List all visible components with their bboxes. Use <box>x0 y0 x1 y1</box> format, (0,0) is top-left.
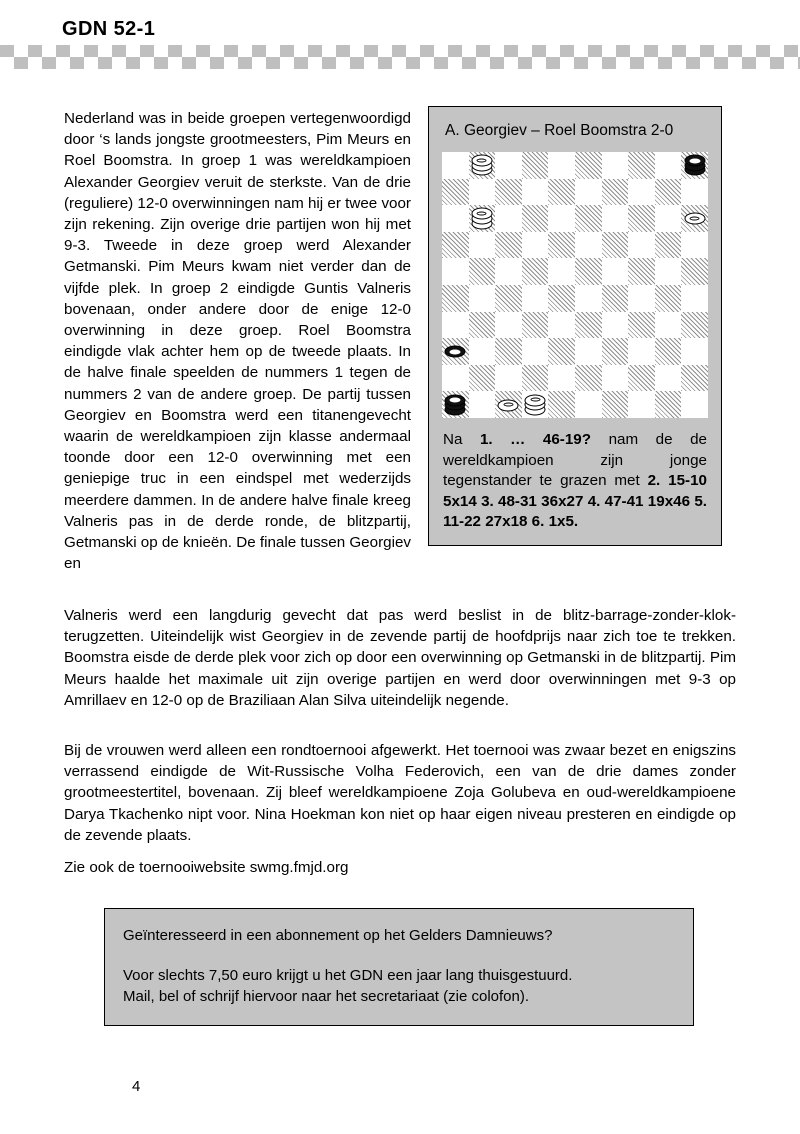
board-square <box>602 338 629 365</box>
board-square <box>548 179 575 206</box>
board-square <box>655 365 682 392</box>
board-square <box>548 285 575 312</box>
board-square <box>575 152 602 179</box>
board-square <box>522 152 549 179</box>
board-square <box>442 232 469 259</box>
board-square <box>602 391 629 418</box>
board-square <box>655 152 682 179</box>
promo-spacer <box>123 946 675 965</box>
board-square <box>628 312 655 339</box>
board-square <box>628 205 655 232</box>
board-square <box>548 258 575 285</box>
board-square <box>575 338 602 365</box>
board-square <box>681 391 708 418</box>
board-square <box>681 365 708 392</box>
piece-white-king <box>525 394 546 415</box>
article-paragraph-2: Valneris werd een langdurig gevecht dat pas werd beslist in de blitz-barrage-zonder-klok-terugzetten. Uiteindelijk wist Georgiev in de zevende partij de hoofdprijs naar zich toe te trekken. Boomstra eisde de derde plek voor zich op door een overwinning op Getmanski in de blitzpartij. Pim Meurs haalde het maximale uit zijn overige partijen en werd door overwinningen met 9-3 op Amrillaev en 12-0 op de Braziliaan Alan Silva uiteindelijk negende. <box>64 607 736 709</box>
board-square <box>628 338 655 365</box>
board-square <box>548 391 575 418</box>
board-square <box>522 312 549 339</box>
board-square <box>575 179 602 206</box>
board-square <box>575 391 602 418</box>
board-square <box>628 365 655 392</box>
board-square <box>681 179 708 206</box>
board-square <box>548 338 575 365</box>
article-paragraph-4: Zie ook de toernooiwebsite swmg.fmjd.org <box>64 859 349 876</box>
board-square <box>655 179 682 206</box>
board-square <box>602 365 629 392</box>
board-square <box>628 285 655 312</box>
board-square <box>548 312 575 339</box>
board-square <box>655 205 682 232</box>
article-paragraph-3: Bij de vrouwen werd alleen een rondtoernooi afgewerkt. Het toernooi was zwaar bezet en enigszins verrassend eindigde de Wit-Russische Volha Federovich, een van de drie dames zonder grootmeestertitel, bovenaan. Zij bleef wereldkampioene Zoja Golubeva en oud-wereldkampioene Darya Tkachenko nipt voor. Nina Hoekman kon niet op haar eigen niveau presteren en eindigde op de zevende plaats. <box>64 742 736 844</box>
board-square <box>442 205 469 232</box>
board-square <box>681 285 708 312</box>
board-square <box>548 152 575 179</box>
board-square <box>628 232 655 259</box>
board-square <box>495 152 522 179</box>
board-square <box>469 285 496 312</box>
board-square <box>469 391 496 418</box>
board-square <box>575 205 602 232</box>
board-square <box>495 365 522 392</box>
board-square <box>522 338 549 365</box>
board-square <box>469 365 496 392</box>
piece-white-king <box>471 155 492 176</box>
board-square <box>442 258 469 285</box>
piece-disc <box>684 213 705 225</box>
piece-disc <box>445 346 466 358</box>
board-square <box>442 391 469 418</box>
board-square <box>655 312 682 339</box>
board-square <box>681 205 708 232</box>
promo-line-3: Mail, bel of schrijf hiervoor naar het secretariaat (zie colofon). <box>123 988 530 1005</box>
board-square <box>442 179 469 206</box>
board-square <box>655 232 682 259</box>
board-square <box>681 232 708 259</box>
board-square <box>469 312 496 339</box>
piece-disc <box>471 155 492 167</box>
board-square <box>655 338 682 365</box>
piece-disc <box>471 208 492 220</box>
board-square <box>495 179 522 206</box>
board-square <box>495 205 522 232</box>
board-square <box>495 232 522 259</box>
board-square <box>442 312 469 339</box>
piece-black-king <box>445 394 466 415</box>
piece-disc <box>525 394 546 406</box>
promo-line-2: Voor slechts 7,50 euro krijgt u het GDN een jaar lang thuisgestuurd. <box>123 967 573 984</box>
board-square <box>495 391 522 418</box>
page-number: 4 <box>132 1078 141 1095</box>
game-diagram-panel <box>428 106 722 546</box>
board-square <box>655 258 682 285</box>
board-square <box>602 152 629 179</box>
caption-middle: nam de de wereldkampioen zijn jonge tegenstander te grazen met <box>443 431 707 489</box>
promo-line-1: Geïnteresseerd in een abonnement op het Gelders Damnieuws? <box>123 927 553 944</box>
board-square <box>602 285 629 312</box>
board-square <box>522 285 549 312</box>
piece-white-man <box>498 394 519 415</box>
board-square <box>602 232 629 259</box>
board-square <box>495 338 522 365</box>
board-square <box>602 205 629 232</box>
board-square <box>548 365 575 392</box>
board-square <box>495 312 522 339</box>
board-square <box>628 258 655 285</box>
page-title: GDN 52-1 <box>62 18 156 40</box>
board-square <box>655 391 682 418</box>
board-square <box>602 312 629 339</box>
board-square <box>442 338 469 365</box>
diagram-title: A. Georgiev – Roel Boomstra 2-0 <box>445 122 674 139</box>
board-square <box>469 179 496 206</box>
board-square <box>469 205 496 232</box>
board-square <box>628 152 655 179</box>
board-square <box>522 365 549 392</box>
board-square <box>469 232 496 259</box>
board-square <box>575 365 602 392</box>
caption-prefix: Na <box>443 431 480 448</box>
board-square <box>602 179 629 206</box>
board-square <box>522 232 549 259</box>
board-square <box>469 338 496 365</box>
article-left-column: Nederland was in beide groepen vertegenwoordigd door ‘s lands jongste grootmeesters, Pim Meurs en Roel Boomstra. In groep 1 was wereldkampioen Alexander Georgiev veruit de sterkste. Van de drie (reguliere) 12-0 overwinningen nam hij er twee voor zijn rekening. Zijn overige drie partijen won hij met 9-3. Tweede in deze groep werd Alexander Getmanski. Pim Meurs kwam niet verder dan de vijfde plek. In groep 2 eindigde Guntis Valneris bovenaan, onder andere door de enige 12-0 overwinning in deze groep. Roel Boomstra eindigde vlak achter hem op de tweede plaats. In de halve finale speelden de nummers 1 tegen de nummers 2 van de andere groep. De partij tussen Georgiev en Boomstra werd een titanengevecht waarin de wereldkampioen zijn klasse andermaal toonde door een 12-0 overwinning met een geniepige truc in een eindspel met wederzijds meerdere dammen. In de andere halve finale kreeg Valneris pas in de derde ronde, de blitzpartij, Getmanski op de knieën. De finale tussen Georgiev en <box>64 110 411 573</box>
board-square <box>522 258 549 285</box>
piece-white-man <box>684 208 705 229</box>
board-square <box>442 365 469 392</box>
board-square <box>628 179 655 206</box>
caption-move-1: 1. … 46-19? <box>479 431 592 448</box>
board-square <box>575 312 602 339</box>
board-square <box>681 152 708 179</box>
board-square <box>522 391 549 418</box>
board-square <box>442 152 469 179</box>
board-square <box>442 285 469 312</box>
board-square <box>681 258 708 285</box>
board-square <box>681 312 708 339</box>
piece-disc <box>684 155 705 167</box>
caption-moves: 2. 15-10 5x14 3. 48-31 36x27 4. 47-41 19x46 5. 11-22 27x18 6. 1x5. <box>443 472 707 530</box>
draughts-board <box>442 152 708 418</box>
diagram-caption <box>441 430 709 533</box>
board-square <box>575 232 602 259</box>
board-square <box>602 258 629 285</box>
subscription-promo-box <box>104 908 694 1026</box>
board-square <box>681 338 708 365</box>
piece-black-king <box>684 155 705 176</box>
board-square <box>628 391 655 418</box>
board-square <box>522 179 549 206</box>
board-square <box>469 258 496 285</box>
board-square <box>469 152 496 179</box>
board-square <box>495 258 522 285</box>
board-square <box>655 285 682 312</box>
board-square <box>522 205 549 232</box>
board-square <box>495 285 522 312</box>
board-square <box>548 205 575 232</box>
piece-disc <box>498 399 519 411</box>
board-square <box>575 285 602 312</box>
board-square <box>575 258 602 285</box>
board-square <box>548 232 575 259</box>
piece-disc <box>445 394 466 406</box>
piece-white-king <box>471 208 492 229</box>
piece-black-man <box>445 341 466 362</box>
